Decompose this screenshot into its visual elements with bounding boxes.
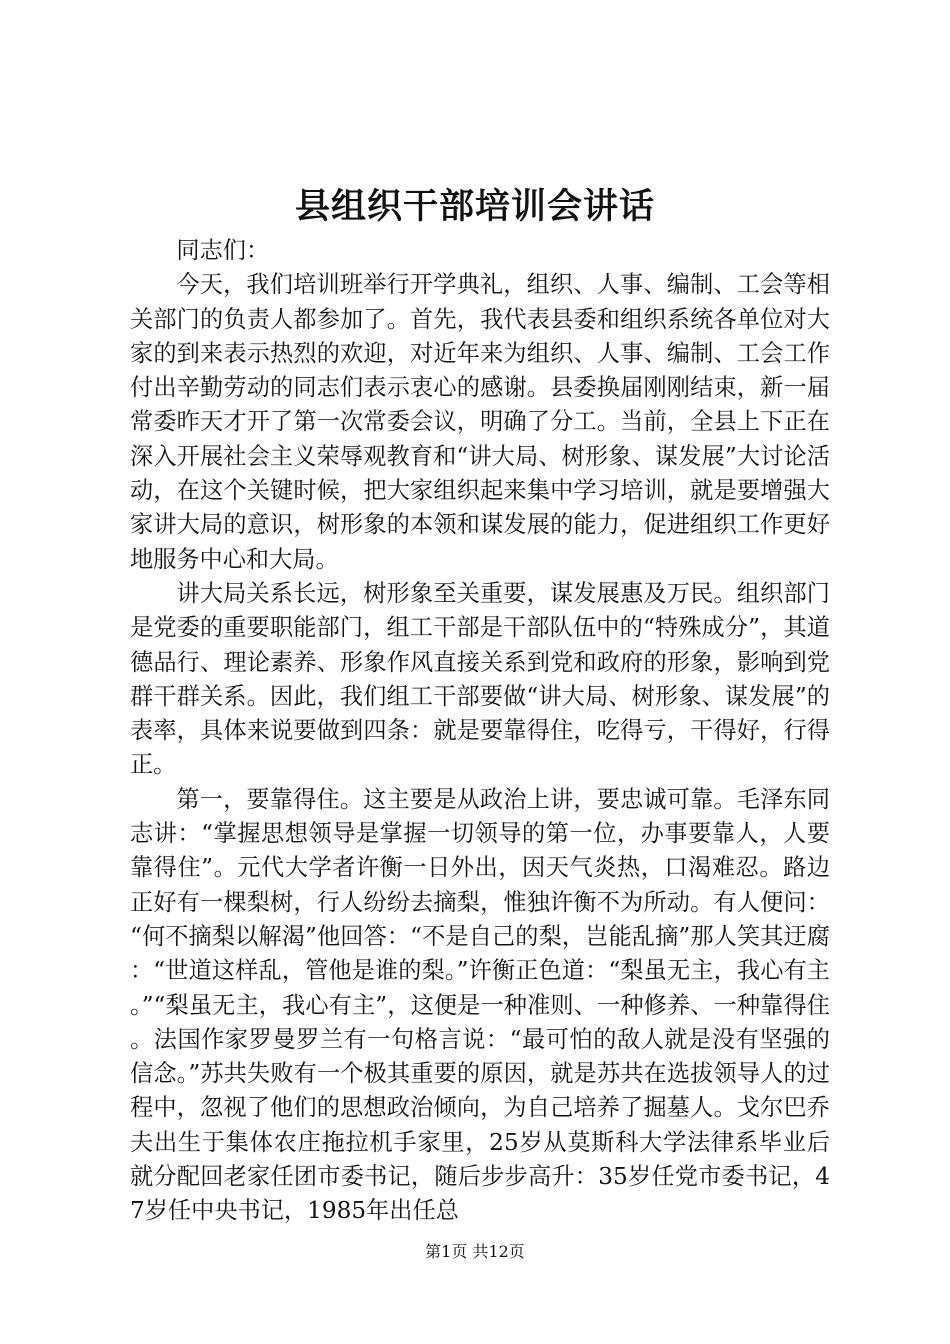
body-paragraph-2: 讲大局关系长远，树形象至关重要，谋发展惠及万民。组织部门是党委的重要职能部门，组工干部是干部队伍中的“特殊成分”，其道德品行、理论素养、形象作风直接关系到党和政府的形象，影响到党群干群关系。因此，我们组工干部要做“讲大局、树形象、谋发展”的表率，具体来说要做到四条：就是要靠得住，吃得亏，干得好，行得正。	[130, 579, 830, 779]
page-number-footer: 第1页 共12页	[425, 1242, 525, 1261]
document-body	[130, 234, 830, 1229]
body-paragraph-1: 今天，我们培训班举行开学典礼，组织、人事、编制、工会等相关部门的负责人都参加了。首先，我代表县委和组织系统各单位对大家的到来表示热烈的欢迎，对近年来为组织、人事、编制、工会工作付出辛勤劳动的同志们表示衷心的感谢。县委换届刚刚结束，新一届常委昨天才开了第一次常委会议，明确了分工。当前，全县上下正在深入开展社会主义荣辱观教育和“讲大局、树形象、谋发展”大讨论活动，在这个关键时候，把大家组织起来集中学习培训，就是要增强大家讲大局的意识，树形象的本领和谋发展的能力，促进组织工作更好地服务中心和大局。	[130, 271, 830, 573]
document-title: 县组织干部培训会讲话	[294, 187, 655, 227]
salutation-paragraph: 同志们：	[176, 237, 270, 264]
body-paragraph-3: 第一，要靠得住。这主要是从政治上讲，要忠诚可靠。毛泽东同志讲：“掌握思想领导是掌握一切领导的第一位，办事要靠人，人要靠得住”。元代大学者许衡一日外出，因天气炎热，口渴难忍。路边正好有一棵梨树，行人纷纷去摘梨，惟独许衡不为所动。有人便问：“何不摘梨以解渴”他回答：“不是自己的梨，岂能乱摘”那人笑其迂腐：“世道这样乱，管他是谁的梨。”许衡正色道：“梨虽无主，我心有主。”“梨虽无主，我心有主”，这便是一种准则、一种修养、一种靠得住。法国作家罗曼罗兰有一句格言说：“最可怕的敌人就是没有坚强的信念。”苏共失败有一个极其重要的原因，就是苏共在选拔领导人的过程中，忽视了他们的思想政治倾向，为自己培养了掘墓人。戈尔巴乔夫出生于集体农庄拖拉机手家里，25岁从莫斯科大学法律系毕业后就分配回老家任团市委书记，随后步步高升：35岁任党市委书记，47岁任中央书记，1985年出任总	[130, 785, 830, 1225]
